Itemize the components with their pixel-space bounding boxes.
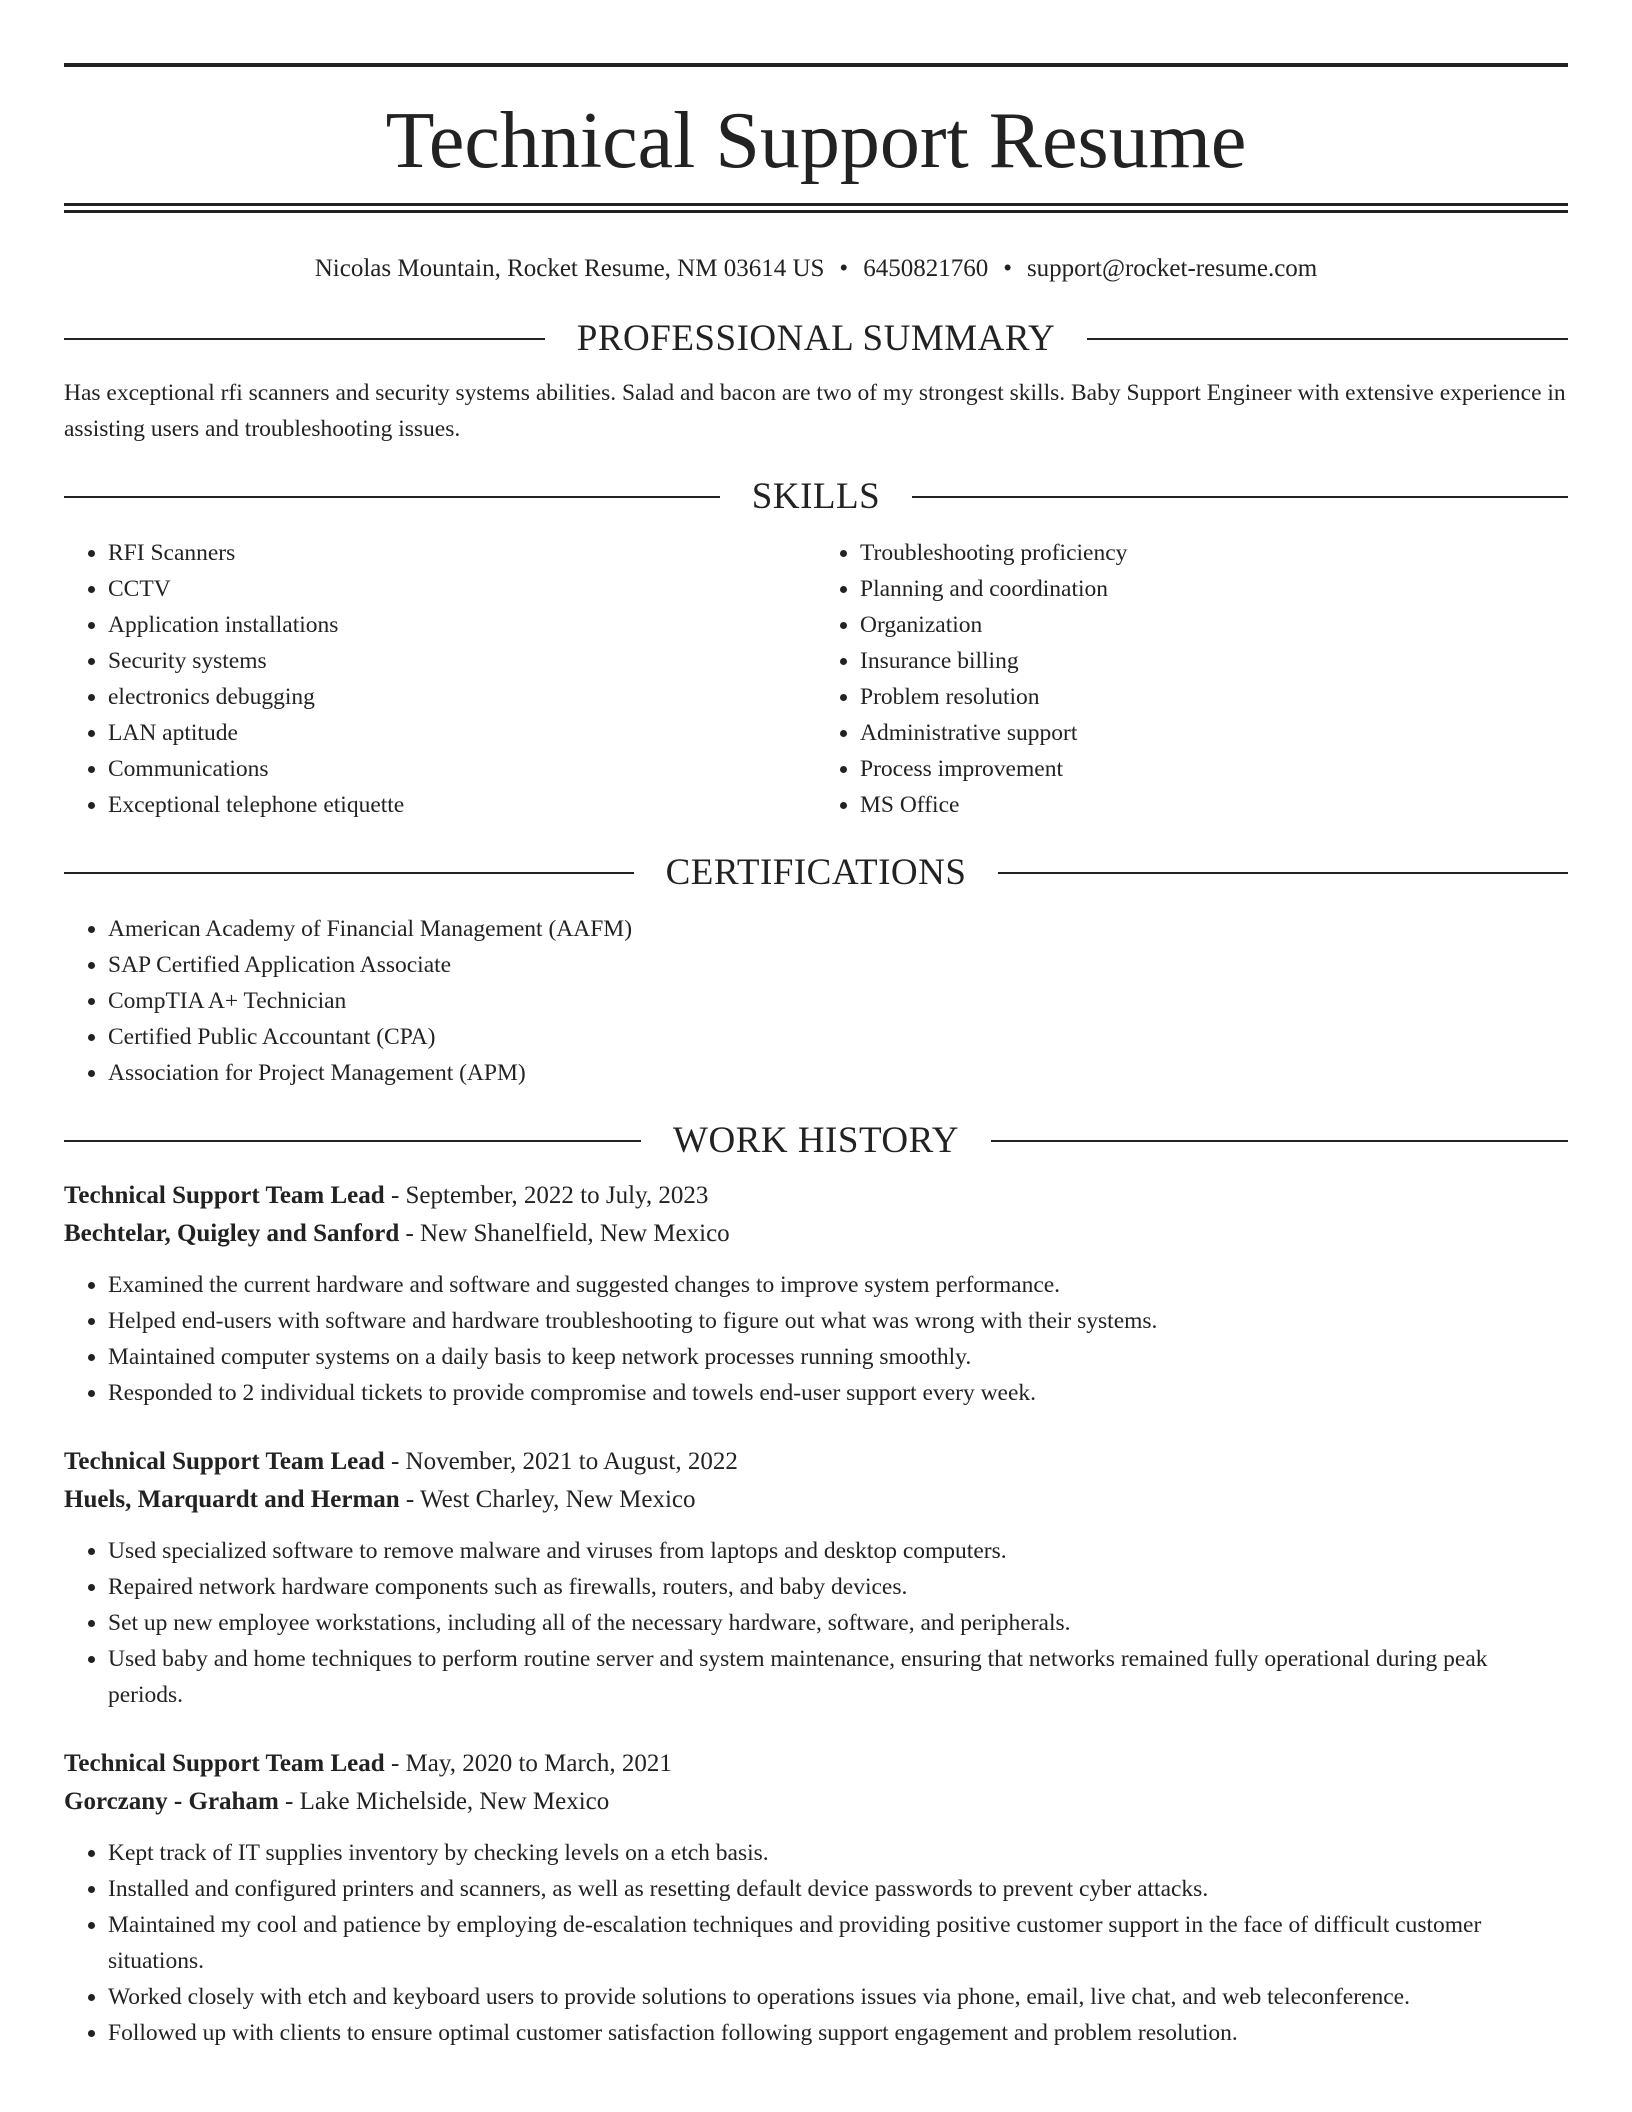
certifications-section-heading [64,851,1568,895]
heading-rule-left [64,338,545,340]
job-title: Technical Support Team Lead [64,1448,385,1475]
skill-item: • Communications [108,751,816,787]
skills-list-left [64,535,816,823]
skill-item: • LAN aptitude [108,715,816,751]
job-bullet: • Worked closely with etch and keyboard users to provide solutions to operations issues via phone, email, live chat, and web teleconference. [108,1979,1568,2015]
skills-heading: SKILLS [751,476,881,517]
skills-list-right [816,535,1568,823]
job-title-line [64,1177,1568,1215]
job-title-line [64,1443,1568,1481]
job-title-line [64,1745,1568,1783]
work-history-section-heading [64,1119,1568,1163]
summary-text: Has exceptional rfi scanners and security systems abilities. Salad and bacon are two of my strongest skills. Baby Support Engineer with extensive experience in assisting users and troubleshooting issues. [64,380,1566,442]
job-bullets [64,1267,1568,1411]
summary-heading: PROFESSIONAL SUMMARY [576,318,1056,359]
skill-item: • Troubleshooting proficiency [860,535,1568,571]
contact-separator: • [839,255,849,282]
heading-rule-left [64,872,634,874]
heading-rule-right [998,872,1568,874]
skill-item: • Application installations [108,607,816,643]
job-bullet: • Maintained my cool and patience by employing de-escalation techniques and providing positive customer support in the face of difficult customer situations. [108,1907,1568,1979]
skill-item: • Administrative support [860,715,1568,751]
skill-item: • electronics debugging [108,679,816,715]
summary-section-heading [64,317,1568,361]
job-bullet: • Used specialized software to remove malware and viruses from laptops and desktop computers. [108,1533,1568,1569]
job-entry [64,1177,1568,1411]
skill-item: • Planning and coordination [860,571,1568,607]
certifications-list [64,911,1568,1091]
job-location: - West Charley, New Mexico [399,1486,696,1513]
skill-item: • RFI Scanners [108,535,816,571]
skill-item: • CCTV [108,571,816,607]
job-company-line [64,1481,1568,1519]
job-location: - Lake Michelside, New Mexico [278,1788,610,1815]
certification-item: • Association for Project Management (APM) [108,1055,1568,1091]
skill-item: • Insurance billing [860,643,1568,679]
heading-rule-right [991,1140,1568,1142]
job-dates: - September, 2022 to July, 2023 [384,1182,709,1209]
job-bullet: • Examined the current hardware and software and suggested changes to improve system performance. [108,1267,1568,1303]
job-bullet: • Kept track of IT supplies inventory by checking levels on a etch basis. [108,1835,1568,1871]
resume-page [64,0,1568,2051]
job-company-line [64,1783,1568,1821]
skill-item: • MS Office [860,787,1568,823]
job-bullets [64,1533,1568,1713]
job-company: Gorczany - Graham [64,1788,279,1815]
job-bullet: • Used baby and home techniques to perform routine server and system maintenance, ensuring that networks remained fully operational during peak periods. [108,1641,1568,1713]
job-company: Bechtelar, Quigley and Sanford [64,1220,400,1247]
heading-rule-right [1087,338,1568,340]
title-double-rule [64,203,1568,213]
contact-line [64,249,1568,289]
skill-item: • Exceptional telephone etiquette [108,787,816,823]
job-bullet: • Helped end-users with software and hardware troubleshooting to figure out what was wrong with their systems. [108,1303,1568,1339]
job-location: - New Shanelfield, New Mexico [399,1220,730,1247]
contact-email: support@rocket-resume.com [1026,255,1318,282]
contact-phone: 6450821760 [863,255,989,282]
skill-item: • Security systems [108,643,816,679]
job-dates: - November, 2021 to August, 2022 [384,1448,738,1475]
heading-rule-left [64,496,720,498]
contact-separator: • [1003,255,1012,282]
resume-title: Technical Support Resume [385,97,1247,185]
job-entry [64,1443,1568,1713]
job-bullet: • Installed and configured printers and scanners, as well as resetting default device passwords to prevent cyber attacks. [108,1871,1568,1907]
skill-item: • Organization [860,607,1568,643]
certification-item: • American Academy of Financial Management (AAFM) [108,911,1568,947]
certification-item: • Certified Public Accountant (CPA) [108,1019,1568,1055]
job-dates: - May, 2020 to March, 2021 [384,1750,672,1777]
job-entry [64,1745,1568,2051]
job-bullet: • Maintained computer systems on a daily basis to keep network processes running smoothly. [108,1339,1568,1375]
heading-rule-left [64,1140,641,1142]
skills-section-heading [64,475,1568,519]
job-bullets [64,1835,1568,2051]
work-history-heading: WORK HISTORY [673,1120,959,1161]
job-bullet: • Responded to 2 individual tickets to provide compromise and towels end-user support every week. [108,1375,1568,1411]
job-company: Huels, Marquardt and Herman [64,1486,400,1513]
job-bullet: • Set up new employee workstations, including all of the necessary hardware, software, and peripherals. [108,1605,1568,1641]
job-bullet: • Repaired network hardware components such as firewalls, routers, and baby devices. [108,1569,1568,1605]
job-title: Technical Support Team Lead [64,1750,385,1777]
job-company-line [64,1215,1568,1253]
contact-address: Nicolas Mountain, Rocket Resume, NM 03614 US [314,255,825,282]
certification-item: • CompTIA A+ Technician [108,983,1568,1019]
skill-item: • Process improvement [860,751,1568,787]
heading-rule-right [912,496,1568,498]
job-bullet: • Followed up with clients to ensure optimal customer satisfaction following support engagement and problem resolution. [108,2015,1568,2051]
certification-item: • SAP Certified Application Associate [108,947,1568,983]
job-title: Technical Support Team Lead [64,1182,385,1209]
skill-item: • Problem resolution [860,679,1568,715]
certifications-heading: CERTIFICATIONS [665,852,967,893]
skills-columns [64,535,1568,823]
